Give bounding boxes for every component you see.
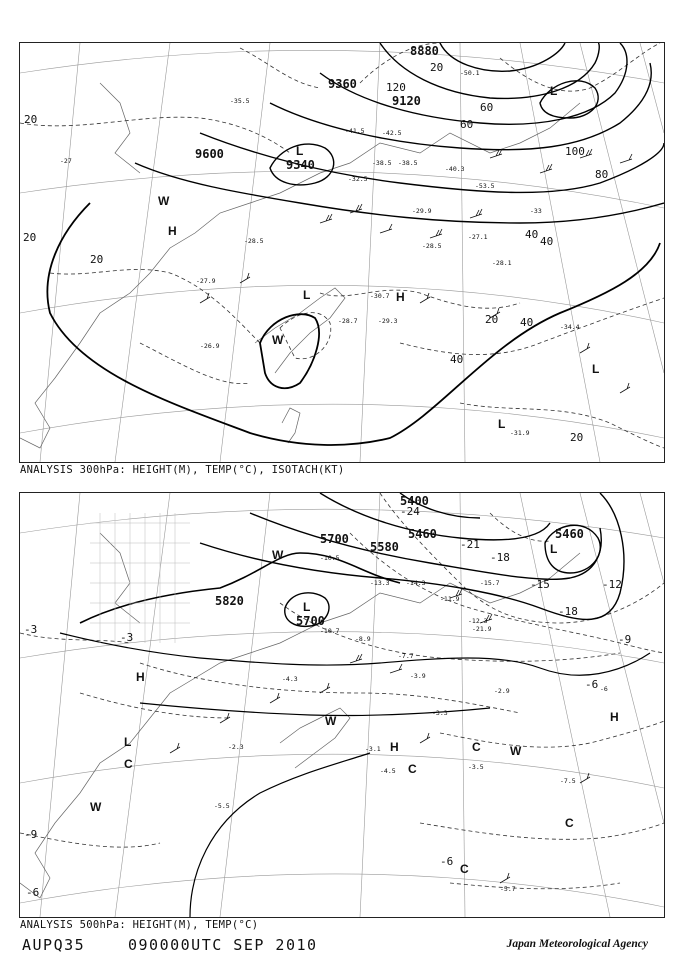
isotach-label: 20 [90, 253, 104, 266]
height-label: 5700 [320, 532, 349, 546]
temperature-label: -2.9 [494, 687, 510, 695]
temperature-label: -12 [602, 578, 622, 591]
temperature-label: -4.3 [282, 675, 298, 683]
temperature-label: -2.3 [228, 743, 244, 751]
temperature-label: -24 [400, 505, 420, 518]
pressure-low-symbol: L [124, 735, 132, 749]
map-500hpa-canvas [20, 493, 664, 917]
graticule [20, 43, 664, 462]
height-label: 9600 [195, 147, 224, 161]
valid-time: 090000UTC SEP 2010 [128, 936, 318, 954]
temperature-label: -18 [558, 605, 578, 618]
isotach-label: 20 [23, 231, 37, 244]
temperature-label: -5.7 [500, 885, 516, 893]
cold-center-symbol: C [460, 862, 469, 876]
cold-center-symbol: C [565, 816, 574, 830]
temperature-label: -9 [618, 633, 632, 646]
pressure-high-symbol: H [396, 290, 405, 304]
temperature-label: -5.5 [214, 802, 230, 810]
pressure-low-symbol: L [592, 362, 600, 376]
warm-center-symbol: W [325, 714, 337, 728]
warm-center-symbol: W [272, 333, 284, 347]
warm-center-symbol: W [158, 194, 170, 208]
temperature-label: -10.5 [320, 554, 340, 562]
height-label: 5580 [370, 540, 399, 554]
temperature-label: -29.3 [378, 317, 398, 325]
temperature-label: -34.4 [560, 323, 580, 331]
temperature-label: -27.1 [468, 233, 488, 241]
temperature-label: -42.5 [382, 129, 402, 137]
isotach-contours [20, 43, 664, 448]
temperature-label: -31.9 [510, 429, 530, 437]
pressure-low-symbol: L [498, 417, 506, 431]
temperature-label: -27.9 [196, 277, 216, 285]
height-label: 8880 [410, 44, 439, 58]
chart-code: AUPQ35 [22, 936, 86, 954]
isotach-label: 40 [520, 316, 534, 329]
temperature-label: -3.3 [432, 709, 448, 717]
temperature-label: -30.7 [370, 292, 390, 300]
warm-center-symbol: W [272, 548, 284, 562]
warm-center-symbol: W [510, 744, 522, 758]
temperature-label: -3.1 [365, 745, 381, 753]
temperature-label: -7.5 [560, 777, 576, 785]
temperature-label: -26.9 [200, 342, 220, 350]
height-label: 5460 [555, 527, 584, 541]
temperature-label: -6 [585, 678, 599, 691]
temperature-label: -3.9 [410, 672, 426, 680]
isotach-label: 60 [460, 118, 474, 131]
isotach-label: 80 [595, 168, 609, 181]
issuer-credit: Japan Meteorological Agency [506, 938, 648, 950]
temperature-label: -21.9 [472, 625, 492, 633]
temperature-label: -50.1 [460, 69, 480, 77]
warm-center-symbol: W [90, 800, 102, 814]
wind-barbs [170, 589, 590, 883]
temperature-label: -8.9 [355, 635, 371, 643]
temperature-label: -10.7 [320, 627, 340, 635]
pressure-high-symbol: H [168, 224, 177, 238]
height-label: 9120 [392, 94, 421, 108]
isotach-label: 100 [565, 145, 585, 158]
cold-center-symbol: C [124, 757, 133, 771]
temperature-label: -3 [120, 631, 134, 644]
pressure-low-symbol: L [550, 542, 558, 556]
temperature-label: -6 [600, 685, 608, 693]
pressure-high-symbol: H [136, 670, 145, 684]
map-300hpa [19, 42, 665, 463]
map-500hpa [19, 492, 665, 918]
pressure-low-symbol: L [296, 144, 304, 158]
temperature-label: -18 [490, 551, 510, 564]
temperature-label: -32.5 [348, 175, 368, 183]
temperature-label: -9 [24, 828, 38, 841]
temperature-label: -13.3 [370, 579, 390, 587]
hatched-region [90, 513, 190, 643]
isotach-label: 40 [540, 235, 554, 248]
temperature-label: -53.5 [475, 182, 495, 190]
cold-center-symbol: C [472, 740, 481, 754]
temperature-label: -28.1 [492, 259, 512, 267]
panel-caption-300hpa: ANALYSIS 300hPa: HEIGHT(M), TEMP(°C), ISOTACH(KT) [20, 464, 345, 476]
temperature-label: -6 [26, 886, 40, 899]
height-label: 5400 [400, 494, 429, 508]
height-label: 9360 [328, 77, 357, 91]
temperature-label: -28.5 [244, 237, 264, 245]
isotach-label: 20 [430, 61, 444, 74]
temperature-label: -28.7 [338, 317, 358, 325]
temperature-label: -28.5 [422, 242, 442, 250]
temperature-label: -3 [24, 623, 38, 636]
pressure-high-symbol: H [390, 740, 399, 754]
temperature-label: -21 [460, 538, 480, 551]
panel-caption-500hpa: ANALYSIS 500hPa: HEIGHT(M), TEMP(°C) [20, 919, 259, 931]
temperature-label: -40.3 [445, 165, 465, 173]
isotach-label: 20 [570, 431, 584, 444]
temperature-label: -6 [440, 855, 454, 868]
temperature-label: -38.5 [372, 159, 392, 167]
temperature-label: -15 [530, 578, 550, 591]
height-low-label: 5700 [296, 614, 325, 628]
temperature-label: -11.9 [440, 595, 460, 603]
isotach-label: 40 [525, 228, 539, 241]
isotach-label: 120 [386, 81, 406, 94]
temperature-label: -15.7 [480, 579, 500, 587]
map-300hpa-canvas [20, 43, 664, 462]
isotach-label: 40 [450, 353, 464, 366]
temperature-label: -12.3 [468, 617, 488, 625]
isotach-label: 60 [480, 101, 494, 114]
graticule [20, 493, 664, 917]
temperature-label: -38.5 [398, 159, 418, 167]
pressure-low-symbol: L [303, 288, 311, 302]
temperature-label: -27 [60, 157, 72, 165]
temperature-label: -33 [530, 207, 542, 215]
height-label: 5820 [215, 594, 244, 608]
cold-center-symbol: C [408, 762, 417, 776]
height-contours [60, 493, 650, 917]
isotach-label: 20 [485, 313, 499, 326]
temperature-label: -14.3 [406, 579, 426, 587]
isotach-label: 20 [24, 113, 38, 126]
coastlines [20, 533, 580, 898]
height-label: 5460 [408, 527, 437, 541]
pressure-low-symbol: L [550, 84, 558, 98]
temperature-label: -29.9 [412, 207, 432, 215]
temperature-label: -41.5 [345, 127, 365, 135]
temperature-label: -3.5 [468, 763, 484, 771]
temperature-label: -35.5 [230, 97, 250, 105]
pressure-low-symbol: L [303, 600, 311, 614]
temperature-label: -4.5 [380, 767, 396, 775]
pressure-high-symbol: H [610, 710, 619, 724]
height-low-label: 9340 [286, 158, 315, 172]
temperature-label: -7.7 [398, 652, 414, 660]
